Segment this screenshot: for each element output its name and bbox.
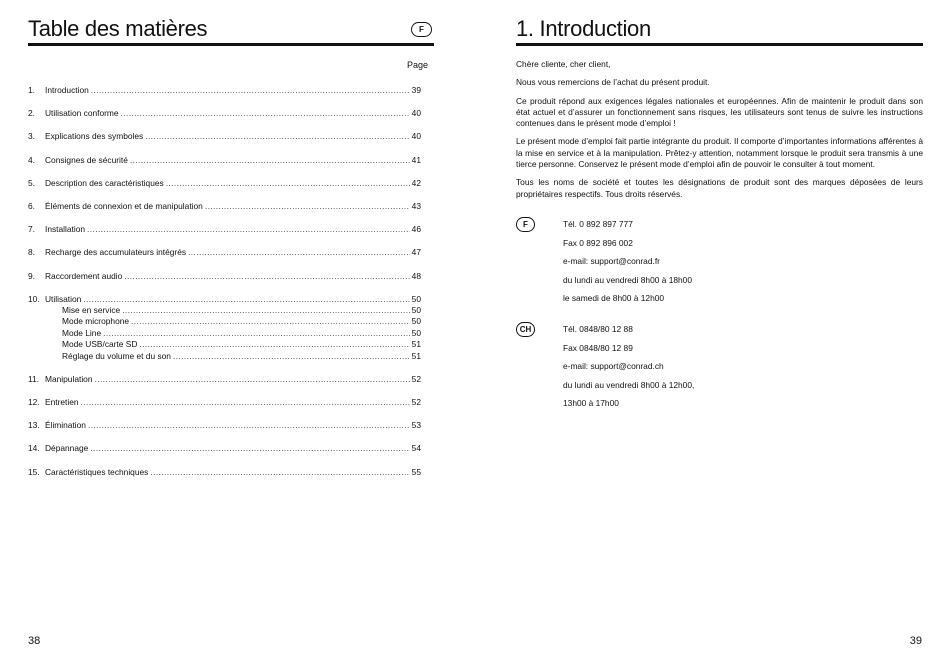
toc-entry-page: 52	[411, 397, 421, 408]
toc-page-column-header: Page	[406, 60, 428, 70]
toc-entry-page: 50	[411, 305, 421, 316]
paragraph: Nous vous remercions de l’achat du présent produit.	[516, 77, 710, 88]
toc-entry-label: Recharge des accumulateurs intégrés	[45, 247, 187, 258]
hours: du lundi au vendredi 8h00 à 12h00,	[563, 379, 695, 390]
toc-subentry[interactable]	[28, 316, 421, 327]
toc-entry-label: Installation	[45, 224, 86, 235]
toc-entry-label: Mode Line	[62, 327, 102, 338]
toc-entry-page: 47	[411, 247, 421, 258]
toc-entry-page: 51	[411, 350, 421, 361]
dot-leader	[139, 339, 409, 350]
toc-entry-page: 51	[411, 339, 421, 350]
toc-entry[interactable]	[28, 201, 421, 212]
title-rule	[28, 43, 434, 46]
toc-entry[interactable]	[28, 108, 421, 119]
toc-entry-number: 10.	[28, 293, 40, 304]
dot-leader	[121, 108, 410, 119]
paragraph: Ce produit répond aux exigences légales nationales et européennes. Afin de maintenir le produit dans son état actuel et d’assurer un fonctionnement sans risques, les utilisateurs sont tenus de suivre les instructions contenues dans le présent mode d’emploi !	[516, 95, 923, 129]
toc-entry[interactable]	[28, 294, 421, 305]
toc-entry-page: 54	[411, 443, 421, 454]
toc-entry-page: 46	[411, 224, 421, 235]
toc-entry-label: Utilisation	[45, 293, 82, 304]
toc-entry-number: 14.	[28, 443, 40, 454]
dot-leader	[103, 328, 410, 339]
toc-entry[interactable]	[28, 178, 421, 189]
toc-entry-label: Explications des symboles	[45, 131, 144, 142]
email: e-mail: support@conrad.fr	[563, 256, 660, 267]
hours: 13h00 à 17h00	[563, 398, 619, 409]
toc-entry-label: Caractéristiques techniques	[45, 466, 149, 477]
toc-entry[interactable]	[28, 247, 421, 258]
hours: le samedi de 8h00 à 12h00	[563, 293, 665, 304]
toc-entry-label: Introduction	[45, 85, 89, 95]
dot-leader	[205, 201, 410, 212]
fax: Fax 0 892 896 002	[563, 237, 633, 248]
dot-leader	[188, 247, 410, 258]
toc-entry-page: 41	[411, 154, 421, 165]
page-number: 39	[909, 635, 922, 647]
greeting: Chère cliente, cher client,	[516, 59, 611, 69]
toc-entry-label: Éléments de connexion et de manipulation	[45, 200, 203, 211]
dot-leader	[145, 131, 409, 142]
dot-leader	[150, 467, 409, 478]
toc-entry-label: Réglage du volume et du son	[62, 350, 171, 361]
toc-entry[interactable]	[28, 397, 421, 408]
toc-entry[interactable]	[28, 224, 421, 235]
toc-subentry[interactable]	[28, 305, 421, 316]
toc-entry-page: 48	[411, 270, 421, 281]
phone: Tél. 0848/80 12 88	[563, 324, 633, 334]
toc-entry[interactable]	[28, 155, 421, 166]
dot-leader	[91, 85, 410, 96]
dot-leader	[87, 224, 410, 235]
toc-entry-label: Mise en service	[62, 305, 121, 316]
toc-entry-page: 40	[411, 131, 421, 142]
toc-entry[interactable]	[28, 374, 421, 385]
toc-entry-number: 7.	[28, 224, 35, 235]
dot-leader	[166, 178, 410, 189]
dot-leader	[83, 294, 409, 305]
toc-entry-number: 4.	[28, 154, 35, 165]
toc-entry-number: 13.	[28, 420, 40, 431]
toc-entry-page: 53	[411, 420, 421, 431]
country-badge-icon: F	[516, 217, 535, 232]
toc-entry[interactable]	[28, 271, 421, 282]
page-number: 38	[28, 635, 41, 647]
toc-entry-number: 3.	[28, 131, 35, 142]
toc-entry-number: 12.	[28, 397, 40, 408]
dot-leader	[124, 271, 409, 282]
toc-entry-number: 11.	[28, 373, 40, 384]
toc-entry[interactable]	[28, 443, 421, 454]
toc-entry-label: Manipulation	[45, 373, 93, 384]
toc-entry-page: 43	[411, 200, 421, 211]
toc-entry-page: 50	[411, 316, 421, 327]
toc-entry[interactable]	[28, 420, 421, 431]
toc-subentry[interactable]	[28, 351, 421, 362]
toc-entry[interactable]	[28, 467, 421, 478]
country-badge-icon: CH	[516, 322, 535, 337]
toc-entry[interactable]	[28, 85, 421, 96]
toc-entry-label: Description des caractéristiques	[45, 177, 164, 188]
right-page	[475, 0, 950, 657]
toc-entry-number: 15.	[28, 466, 40, 477]
toc-entry-page: 52	[411, 373, 421, 384]
dot-leader	[90, 443, 409, 454]
hours: du lundi au vendredi 8h00 à 18h00	[563, 274, 692, 285]
toc-entry-page: 55	[411, 466, 421, 477]
section-title: 1. Introduction	[516, 16, 651, 41]
toc-entry-number: 1.	[28, 85, 35, 95]
dot-leader	[81, 397, 410, 408]
dot-leader	[95, 374, 410, 385]
toc-entry-label: Mode USB/carte SD	[62, 339, 138, 350]
dot-leader	[173, 351, 410, 362]
fax: Fax 0848/80 12 89	[563, 342, 633, 353]
title-rule	[516, 43, 923, 46]
dot-leader	[88, 420, 410, 431]
toc-entry-page: 50	[411, 293, 421, 304]
toc-entry-page: 42	[411, 177, 421, 188]
language-badge-icon: F	[411, 22, 432, 37]
dot-leader	[130, 155, 410, 166]
dot-leader	[131, 316, 410, 327]
phone: Tél. 0 892 897 777	[563, 219, 633, 229]
toc-subentry[interactable]	[28, 328, 421, 339]
toc-subentry[interactable]	[28, 339, 421, 350]
table-of-contents	[28, 85, 421, 478]
toc-entry-label: Raccordement audio	[45, 270, 123, 281]
paragraph: Le présent mode d’emploi fait partie intégrante du produit. Il comporte d’importantes informations afférentes à la mise en service et à la manipulation. Prêtez-y attention, notamment lorsque le produit sera transmis à une tierce personne. Conservez le présent mode d’emploi afin de pouvoir le consulter à tout moment.	[516, 136, 923, 170]
toc-entry-label: Utilisation conforme	[45, 108, 119, 119]
toc-entry-number: 6.	[28, 200, 35, 211]
page-title: Table des matières	[28, 16, 208, 41]
toc-entry-page: 39	[411, 85, 421, 95]
toc-entry-number: 5.	[28, 177, 35, 188]
toc-entry-number: 8.	[28, 247, 35, 258]
toc-entry-label: Mode microphone	[62, 316, 130, 327]
dot-leader	[122, 305, 409, 316]
toc-entry-number: 2.	[28, 108, 35, 119]
toc-entry-page: 40	[411, 108, 421, 119]
toc-entry[interactable]	[28, 131, 421, 142]
paragraph: Tous les noms de société et toutes les désignations de produit sont des marques déposées de leurs propriétaires respectifs. Tous droits réservés.	[516, 177, 923, 199]
email: e-mail: support@conrad.ch	[563, 361, 664, 372]
toc-entry-number: 9.	[28, 270, 35, 281]
toc-entry-label: Dépannage	[45, 443, 89, 454]
toc-entry-label: Entretien	[45, 397, 79, 408]
toc-entry-label: Consignes de sécurité	[45, 154, 128, 165]
toc-entry-page: 50	[411, 327, 421, 338]
introduction-text	[516, 59, 923, 207]
toc-entry-label: Élimination	[45, 420, 86, 431]
